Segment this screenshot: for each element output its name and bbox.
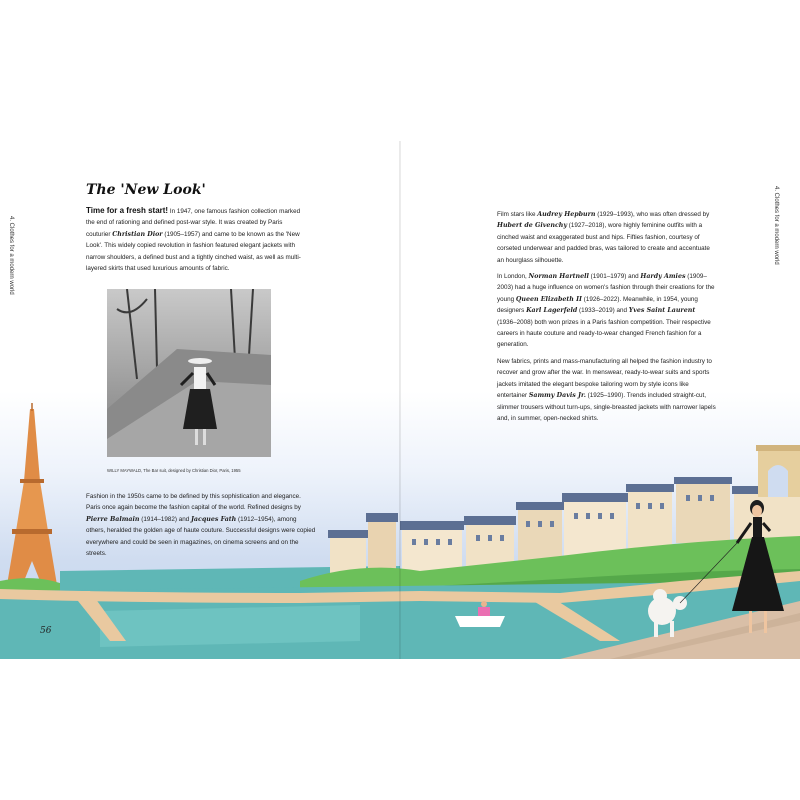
designer-name: Jacques Fath xyxy=(190,515,237,523)
right-paragraph-1: Film stars like Audrey Hepburn (1929–1993), who was often dressed by Hubert de Givenchy (1927–2018), wore highly feminine outfits with a cinched waist and exaggerated bust and hips. Fifties fashion, courtesy of corseted underwear and padded bras, was tailored to create and accentuate an hourglass silhouette. xyxy=(497,211,710,264)
right-paragraph-3: New fabrics, prints and mass-manufacturing all helped the fashion industry to recover and grow after the war. In menswear, ready-to-wear suits and sports jackets imitated the elegant bespoke tailoring worn by style icons like entertainer Sammy Davis Jr. (1925–1990). Trends included straight-cut, slimmer trousers without turn-ups, single-breasted jackets with narrower lapels and, in summer, open-necked shirts. xyxy=(497,358,716,423)
left-running-head: 4. Clothes for a modern world xyxy=(8,216,14,295)
lead-sentence: Time for a fresh start! xyxy=(86,206,169,215)
designer-name: Norman Hartnell xyxy=(528,273,589,280)
designer-name: Hubert de Givenchy xyxy=(497,222,568,230)
bar-suit-photo-image xyxy=(107,289,271,457)
designer-name: Christian Dior xyxy=(112,230,163,238)
page-number: 56 xyxy=(40,626,52,636)
buildings-left xyxy=(328,513,398,575)
designer-name: Audrey Hepburn xyxy=(537,211,596,218)
river-highlight xyxy=(100,605,360,647)
designer-name: Sammy Davis Jr. xyxy=(528,392,586,400)
right-paragraph-2: In London, Norman Hartnell (1901–1979) and Hardy Amies (1909–2003) had a huge influence on women's fashion through their creations for the young Queen Elizabeth II (1926–2022). Meanwhile, in 1954, young designers Karl Lagerfeld (1933–2019) and Yves Saint Laurent (1936–2008) both won prizes in a Paris fashion competition. Their respective careers in haute couture and ready-to-wear changed French fashion for a generation. xyxy=(497,273,715,349)
designer-name: Pierre Balmain xyxy=(86,515,140,523)
bar-suit-photo xyxy=(107,289,271,457)
designer-name: Queen Elizabeth II xyxy=(515,295,582,303)
book-spread xyxy=(0,141,800,659)
left-paragraph-1: Time for a fresh start! In 1947, one famous fashion collection marked the end of rationing and defined post-war style. It was created by Paris couturier Christian Dior (1905–1957) and came to be known as the 'New Look'. This widely copied revolution in fashion featured elegant jackets with narrow shoulders, a defined bust and a tightly cinched waist, as well as multi-layered skirts that used luxurious amounts of fabric. xyxy=(86,206,301,273)
page-gutter xyxy=(399,141,401,659)
left-paragraph-2: Fashion in the 1950s came to be defined by this sophistication and elegance. Paris once again become the fashion capital of the world. Refined designs by Pierre Balmain (1914–1982) and Jacques Fath (1912–1954), among others, heralded the golden age of haute couture. Successful designs were copied everywhere and could be seen in magazines, on cinema screens and on the streets. xyxy=(86,493,316,558)
right-running-head: 4. Clothes for a modern world xyxy=(773,186,779,265)
page-title: The 'New Look' xyxy=(86,182,206,198)
designer-name: Karl Lagerfeld xyxy=(526,307,578,315)
photo-caption: WILLY MAYWALD, The Bar suit, designed by Christian Dior, Paris, 1955 xyxy=(107,468,241,473)
eiffel-tower-illustration xyxy=(6,403,58,591)
arc-de-triomphe-illustration xyxy=(756,445,800,497)
designer-name: Hardy Amies xyxy=(640,273,686,280)
designer-name: Yves Saint Laurent xyxy=(628,307,696,315)
